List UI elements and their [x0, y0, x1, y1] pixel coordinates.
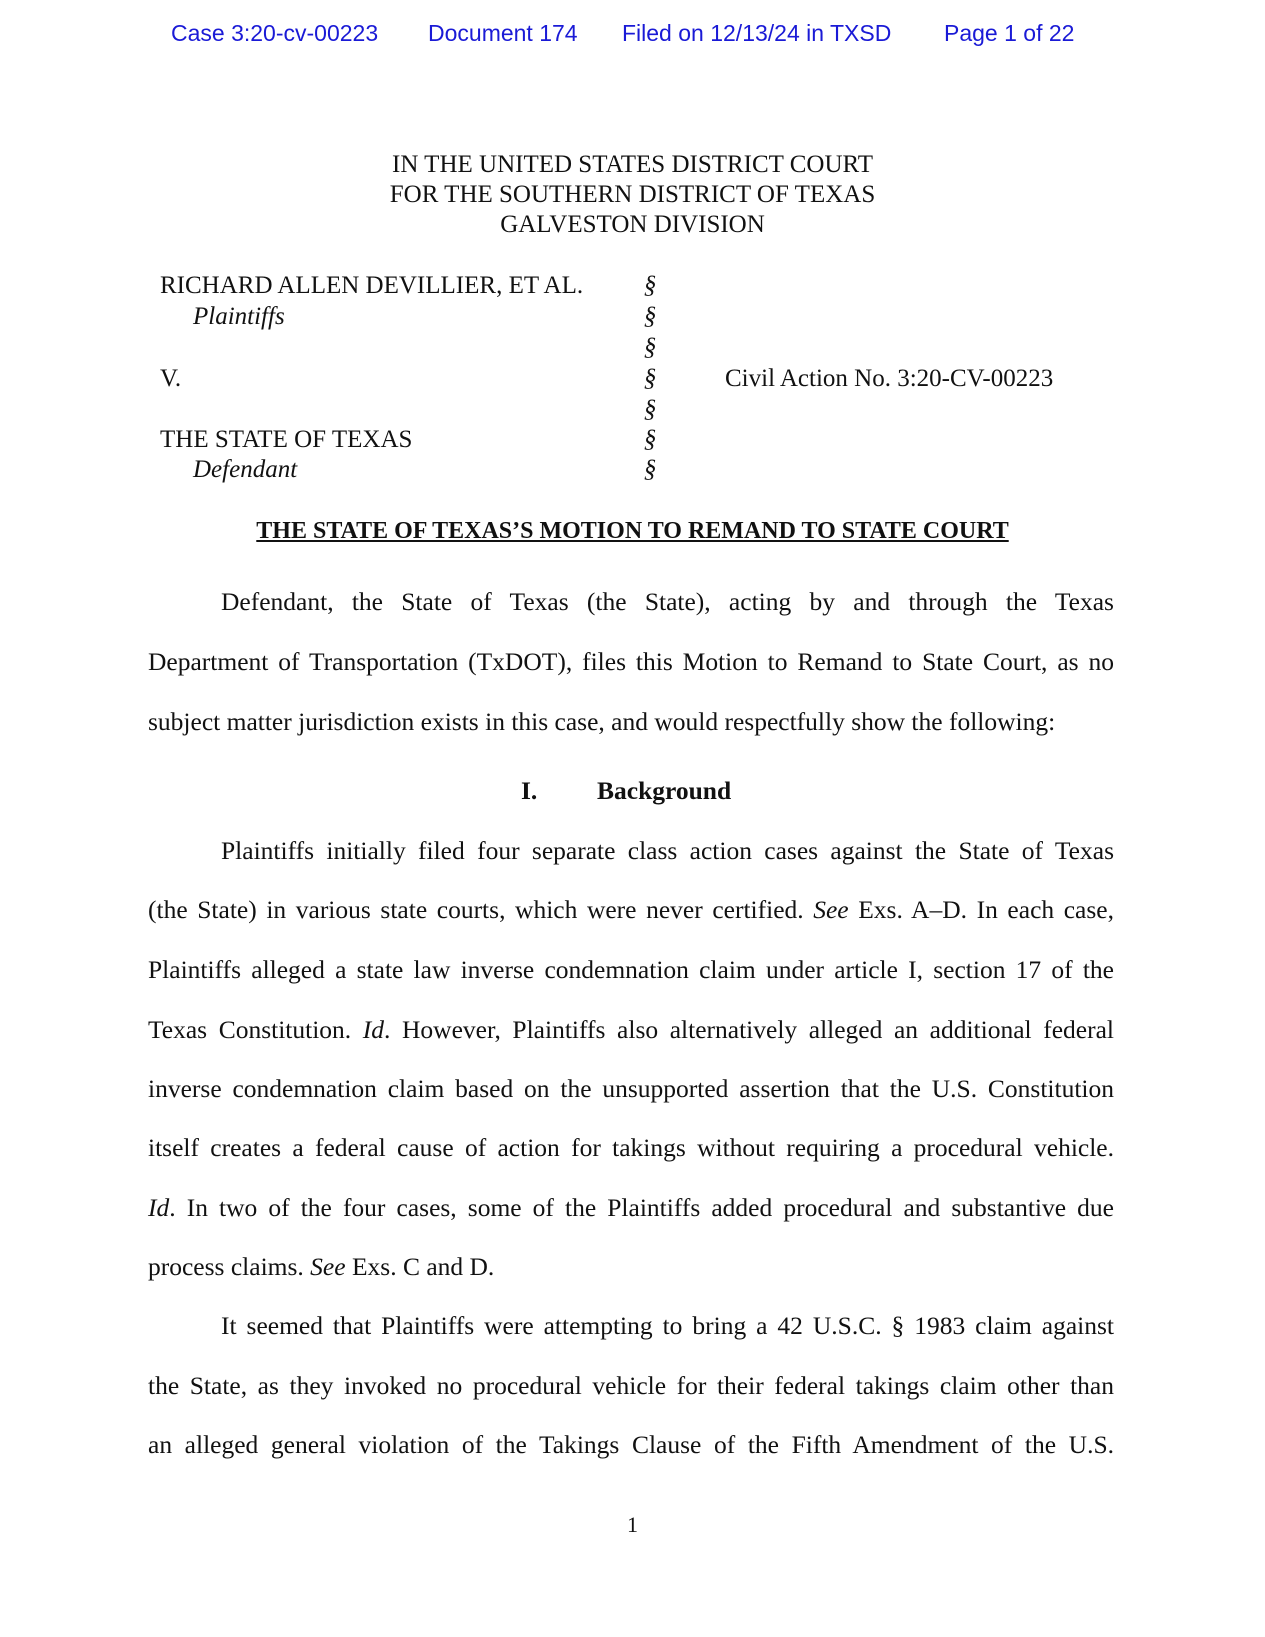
para1-line [148, 1015, 1114, 1045]
defendant-name: THE STATE OF TEXAS [160, 426, 413, 453]
para1-line [148, 1193, 1114, 1223]
signal-see: See [813, 895, 849, 924]
section-mark: § [643, 396, 657, 423]
para1-line [148, 895, 1114, 925]
para1-line: Plaintiffs initially filed four separate class action cases against the State of Texas [221, 836, 1114, 865]
section-mark: § [643, 303, 657, 330]
header-page-count: Page 1 of 22 [944, 20, 1075, 46]
motion-title-text: THE STATE OF TEXAS’S MOTION TO REMAND TO STATE COURT [256, 518, 1009, 544]
para2-line: It seemed that Plaintiffs were attempting to bring a 42 U.S.C. § 1983 claim against [221, 1311, 1114, 1340]
header-case-number: Case 3:20-cv-00223 [171, 20, 379, 46]
motion-title [0, 518, 1265, 545]
section-title: Background [597, 776, 732, 805]
section-mark: § [643, 426, 657, 453]
page-number: 1 [627, 1512, 638, 1537]
para1-line: Plaintiffs alleged a state law inverse condemnation claim under article I, section 17 of the [148, 955, 1114, 984]
court-line-1: IN THE UNITED STATES DISTRICT COURT [392, 151, 873, 178]
para2-line: the State, as they invoked no procedural vehicle for their federal takings claim other than [148, 1371, 1114, 1400]
defendant-role: Defendant [193, 456, 298, 483]
para2-line: an alleged general violation of the Takings Clause of the Fifth Amendment of the U.S. [148, 1430, 1114, 1459]
text-run: Texas Constitution. [148, 1015, 363, 1044]
intro-line: subject matter jurisdiction exists in this case, and would respectfully show the following: [148, 707, 1056, 736]
intro-line: Department of Transportation (TxDOT), files this Motion to Remand to State Court, as no [148, 647, 1114, 676]
signal-id: Id [362, 1015, 385, 1044]
para1-line: itself creates a federal cause of action for takings without requiring a procedural vehicle. [148, 1133, 1114, 1162]
text-run: . In two of the four cases, some of the Plaintiffs added procedural and substantive due [169, 1193, 1114, 1222]
text-run: . However, Plaintiffs also alternatively alleged an additional federal [384, 1015, 1114, 1044]
section-mark: § [643, 334, 657, 361]
text-run: Exs. A–D. In each case, [848, 895, 1114, 924]
ecf-header [0, 20, 1265, 56]
intro-line: Defendant, the State of Texas (the State), acting by and through the Texas [221, 587, 1114, 616]
court-line-2: FOR THE SOUTHERN DISTRICT OF TEXAS [389, 181, 876, 208]
signal-id: Id [148, 1193, 170, 1222]
text-run: process claims. [148, 1252, 311, 1281]
civil-action-number: Civil Action No. 3:20-CV-00223 [725, 365, 1054, 392]
para1-line: inverse condemnation claim based on the unsupported assertion that the U.S. Constitution [148, 1074, 1114, 1103]
text-run: (the State) in various state courts, which were never certified. [148, 895, 814, 924]
para1-line [148, 1252, 1114, 1282]
section-mark: § [643, 272, 657, 299]
signal-see: See [310, 1252, 346, 1281]
plaintiff-name: RICHARD ALLEN DEVILLIER, ET AL. [160, 272, 584, 299]
header-document-number: Document 174 [428, 20, 578, 46]
text-run: Exs. C and D. [345, 1252, 495, 1281]
section-mark: § [643, 365, 657, 392]
versus: V. [160, 365, 182, 392]
court-line-3: GALVESTON DIVISION [500, 211, 765, 238]
section-mark: § [643, 456, 657, 483]
header-filed-date: Filed on 12/13/24 in TXSD [622, 20, 892, 46]
section-number: I. [521, 776, 538, 805]
plaintiff-role: Plaintiffs [193, 303, 285, 330]
court-heading [0, 150, 1265, 240]
